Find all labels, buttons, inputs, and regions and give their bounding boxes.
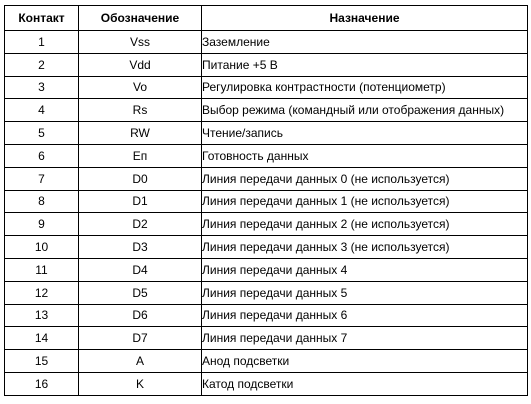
cell-designation: D7 <box>79 327 202 350</box>
cell-designation: D3 <box>79 236 202 259</box>
cell-designation: Vdd <box>79 53 202 76</box>
cell-contact: 9 <box>5 213 79 236</box>
pinout-table <box>4 5 528 396</box>
table-row <box>5 327 528 350</box>
cell-designation: K <box>79 372 202 395</box>
cell-designation: Vo <box>79 76 202 99</box>
cell-designation: D1 <box>79 190 202 213</box>
cell-contact: 11 <box>5 258 79 281</box>
table-row <box>5 236 528 259</box>
cell-designation: Vss <box>79 31 202 54</box>
table-row <box>5 31 528 54</box>
cell-purpose: Линия передачи данных 4 <box>202 258 528 281</box>
cell-contact: 2 <box>5 53 79 76</box>
cell-purpose: Выбор режима (командный или отображения данных) <box>202 99 528 122</box>
cell-purpose: Линия передачи данных 2 (не используется) <box>202 213 528 236</box>
cell-purpose: Линия передачи данных 6 <box>202 304 528 327</box>
cell-purpose: Регулировка контрастности (потенциометр) <box>202 76 528 99</box>
table-row <box>5 99 528 122</box>
cell-designation: D4 <box>79 258 202 281</box>
header-designation: Обозначение <box>79 6 202 31</box>
cell-purpose: Питание +5 В <box>202 53 528 76</box>
table-row <box>5 372 528 395</box>
cell-contact: 10 <box>5 236 79 259</box>
table-row <box>5 144 528 167</box>
cell-designation: Еп <box>79 144 202 167</box>
cell-designation: Rs <box>79 99 202 122</box>
cell-contact: 5 <box>5 122 79 145</box>
cell-designation: A <box>79 350 202 373</box>
cell-contact: 4 <box>5 99 79 122</box>
cell-contact: 13 <box>5 304 79 327</box>
table-row <box>5 122 528 145</box>
cell-designation: D2 <box>79 213 202 236</box>
cell-contact: 8 <box>5 190 79 213</box>
table-row <box>5 304 528 327</box>
cell-designation: D5 <box>79 281 202 304</box>
cell-contact: 15 <box>5 350 79 373</box>
cell-purpose: Линия передачи данных 3 (не используется) <box>202 236 528 259</box>
table-row <box>5 213 528 236</box>
cell-contact: 6 <box>5 144 79 167</box>
header-contact: Контакт <box>5 6 79 31</box>
cell-purpose: Заземление <box>202 31 528 54</box>
table-row <box>5 258 528 281</box>
cell-contact: 3 <box>5 76 79 99</box>
cell-contact: 7 <box>5 167 79 190</box>
cell-contact: 1 <box>5 31 79 54</box>
cell-designation: RW <box>79 122 202 145</box>
header-purpose: Назначение <box>202 6 528 31</box>
cell-purpose: Готовность данных <box>202 144 528 167</box>
table-row <box>5 53 528 76</box>
table-header <box>5 6 528 31</box>
cell-contact: 12 <box>5 281 79 304</box>
cell-designation: D6 <box>79 304 202 327</box>
cell-purpose: Катод подсветки <box>202 372 528 395</box>
table-row <box>5 350 528 373</box>
table-row <box>5 167 528 190</box>
table-row <box>5 76 528 99</box>
cell-purpose: Чтение/запись <box>202 122 528 145</box>
cell-purpose: Линия передачи данных 0 (не используется) <box>202 167 528 190</box>
header-row <box>5 6 528 31</box>
cell-designation: D0 <box>79 167 202 190</box>
cell-contact: 14 <box>5 327 79 350</box>
cell-purpose: Линия передачи данных 5 <box>202 281 528 304</box>
table-body <box>5 31 528 396</box>
cell-purpose: Линия передачи данных 1 (не используется) <box>202 190 528 213</box>
table-row <box>5 190 528 213</box>
table-row <box>5 281 528 304</box>
cell-purpose: Линия передачи данных 7 <box>202 327 528 350</box>
cell-purpose: Анод подсветки <box>202 350 528 373</box>
cell-contact: 16 <box>5 372 79 395</box>
